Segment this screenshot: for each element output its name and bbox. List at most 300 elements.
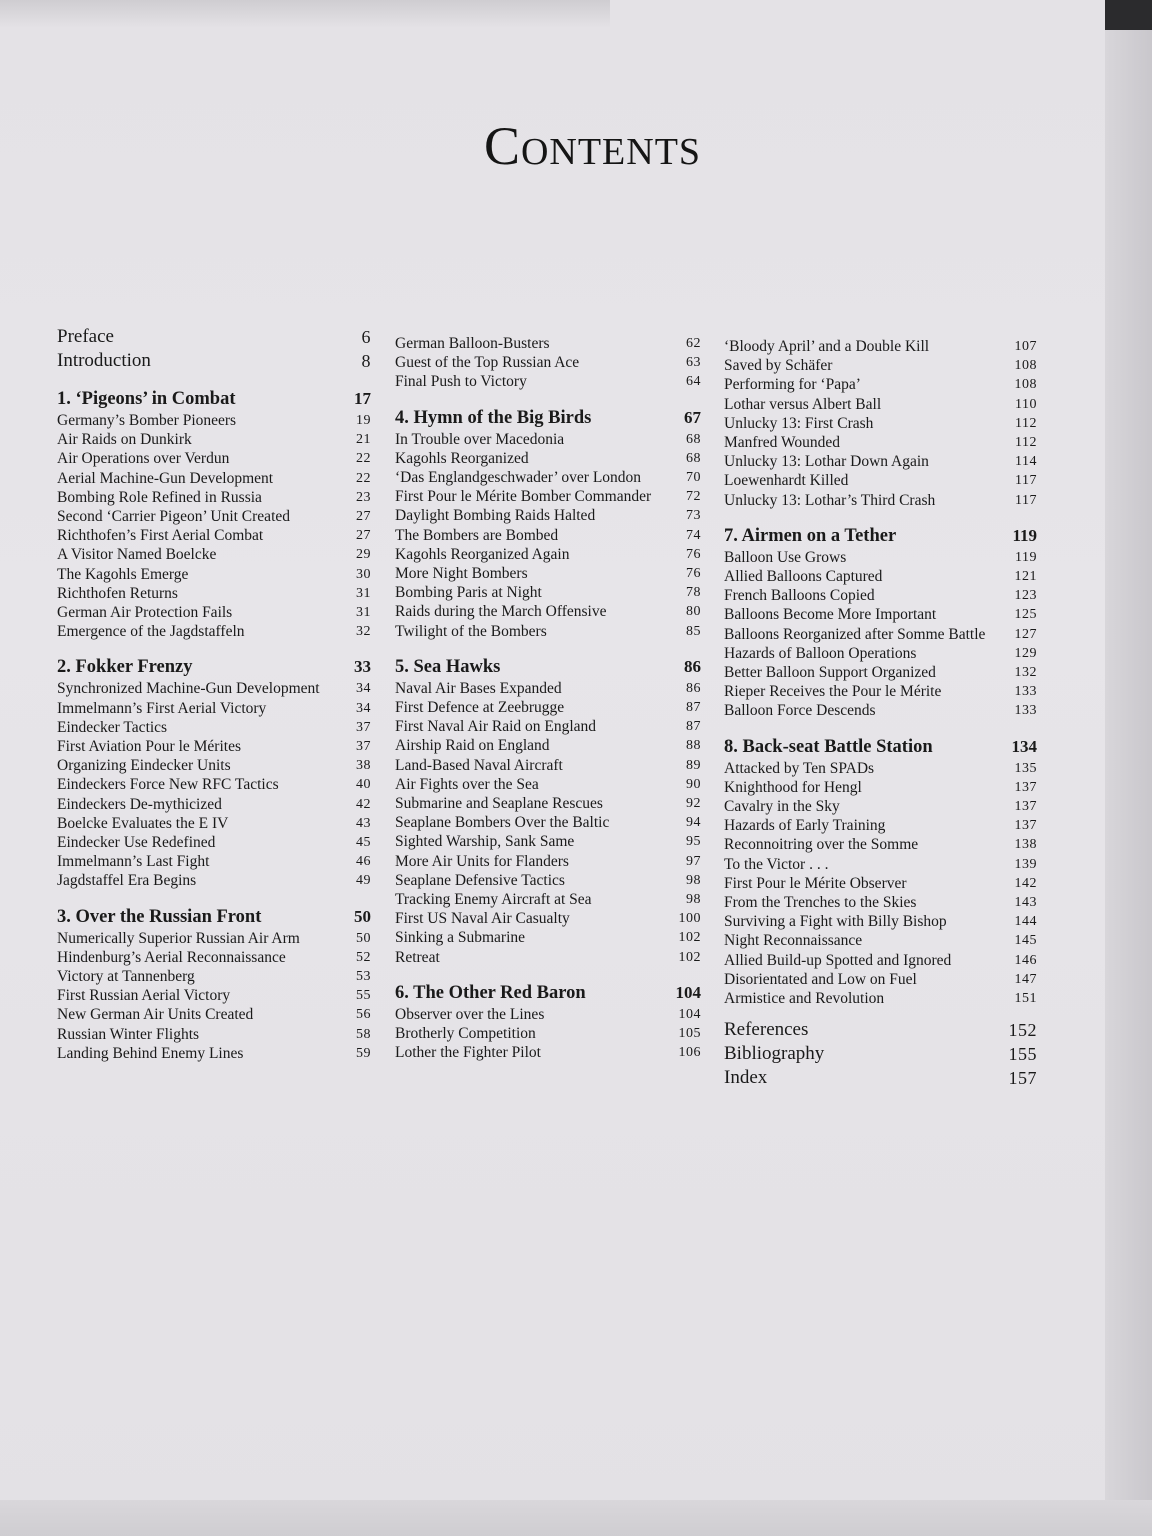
toc-page-number: 67 <box>684 407 701 427</box>
toc-page-number: 144 <box>1014 914 1037 930</box>
toc-entry <box>57 679 371 698</box>
toc-entry <box>57 871 371 890</box>
toc-entry <box>724 912 1037 931</box>
toc-page-number: 92 <box>686 796 701 812</box>
toc-entry-title: Brotherly Competition <box>395 1025 536 1043</box>
toc-column-2 <box>395 334 701 1063</box>
toc-entry-title: Twilight of the Bombers <box>395 622 547 640</box>
toc-page-number: 27 <box>356 509 371 525</box>
toc-page-number: 87 <box>686 719 701 735</box>
toc-page-number: 142 <box>1014 875 1037 891</box>
toc-page-number: 107 <box>1014 339 1037 354</box>
toc-entry-title: Seaplane Bombers Over the Baltic <box>395 814 610 832</box>
toc-chapter-heading <box>395 406 701 430</box>
toc-page-number: 121 <box>1014 569 1037 585</box>
toc-entry <box>724 452 1037 471</box>
toc-page-number: 19 <box>356 413 371 428</box>
toc-entry <box>395 813 701 832</box>
toc-entry-title: Unlucky 13: Lothar Down Again <box>724 453 929 471</box>
toc-entry-title: Raids during the March Offensive <box>395 603 607 621</box>
toc-page-number: 85 <box>686 623 701 639</box>
toc-entry-title: Emergence of the Jagdstaffeln <box>57 623 245 641</box>
toc-entry <box>395 1024 701 1043</box>
toc-entry-title: ‘Das Englandgeschwader’ over London <box>395 469 642 487</box>
toc-entry-title: First Aviation Pour le Mérites <box>57 738 241 756</box>
toc-page-number: 17 <box>354 389 371 408</box>
toc-page-number: 22 <box>356 470 371 486</box>
toc-entry-title: More Air Units for Flanders <box>395 852 569 870</box>
toc-entry-title: Tracking Enemy Aircraft at Sea <box>395 891 592 909</box>
toc-page-number: 37 <box>356 739 371 755</box>
toc-entry-title: Bombing Role Refined in Russia <box>57 488 262 506</box>
toc-entry-title: Immelmann’s First Aerial Victory <box>57 699 267 717</box>
toc-entry <box>395 372 701 391</box>
toc-entry-title: Air Operations over Verdun <box>57 450 230 468</box>
toc-entry <box>395 468 701 487</box>
toc-entry <box>724 548 1037 567</box>
toc-page-number: 40 <box>356 777 371 793</box>
toc-page-number: 108 <box>1014 358 1037 374</box>
toc-entry <box>395 622 701 641</box>
toc-entry-title: Guest of the Top Russian Ace <box>395 354 580 372</box>
toc-entry-title: Second ‘Carrier Pigeon’ Unit Created <box>57 508 290 526</box>
toc-page-number: 68 <box>686 450 701 466</box>
toc-chapter-heading <box>57 905 371 929</box>
toc-page-number: 63 <box>686 355 701 371</box>
toc-entry-title: Performing for ‘Papa’ <box>724 376 861 394</box>
page-title: Contents <box>483 116 702 176</box>
toc-page-number: 147 <box>1014 971 1037 987</box>
toc-entry <box>395 1005 701 1024</box>
toc-entry <box>57 1025 371 1044</box>
toc-page-number: 117 <box>1015 492 1037 508</box>
toc-entry <box>395 583 701 602</box>
toc-section-entry <box>724 1018 1037 1042</box>
toc-page-number: 45 <box>356 835 371 851</box>
toc-entry <box>395 526 701 545</box>
toc-page-number: 53 <box>356 969 371 985</box>
toc-page-number: 98 <box>686 872 701 888</box>
toc-entry <box>724 989 1037 1008</box>
toc-entry <box>395 736 701 755</box>
toc-entry <box>395 890 701 909</box>
toc-page-number: 138 <box>1014 837 1037 853</box>
toc-entry-title: Balloons Reorganized after Somme Battle <box>724 625 986 643</box>
toc-entry <box>395 602 701 621</box>
toc-entry-title: Boelcke Evaluates the E IV <box>57 814 229 832</box>
toc-entry-title: New German Air Units Created <box>57 1006 254 1024</box>
toc-entry-title: First US Naval Air Casualty <box>395 910 570 928</box>
toc-entry-title: First Defence at Zeebrugge <box>395 699 565 717</box>
toc-page-number: 55 <box>356 988 371 1004</box>
toc-entry <box>57 833 371 852</box>
toc-page-number: 117 <box>1015 473 1037 489</box>
toc-entry-title: Numerically Superior Russian Air Arm <box>57 929 300 947</box>
toc-page-number: 132 <box>1014 665 1037 681</box>
toc-page-number: 30 <box>356 566 371 582</box>
toc-section-entry <box>57 349 371 373</box>
toc-entry <box>395 775 701 794</box>
toc-entry-title: Introduction <box>57 350 151 371</box>
toc-entry <box>57 545 371 564</box>
toc-entry-title: From the Trenches to the Skies <box>724 894 917 912</box>
toc-entry-title: ‘Bloody April’ and a Double Kill <box>724 338 930 355</box>
toc-entry <box>57 775 371 794</box>
toc-entry <box>395 449 701 468</box>
toc-entry-title: Bibliography <box>724 1043 825 1065</box>
toc-entry-title: To the Victor . . . <box>724 855 829 873</box>
toc-page-number: 143 <box>1014 895 1037 911</box>
toc-chapter-heading <box>724 735 1037 759</box>
toc-page-number: 33 <box>354 657 371 677</box>
toc-entry-title: A Visitor Named Boelcke <box>57 546 217 564</box>
toc-page-number: 112 <box>1015 435 1037 451</box>
toc-entry-title: 7. Airmen on a Tether <box>724 525 897 546</box>
toc-page-number: 86 <box>684 656 701 676</box>
toc-entry-title: 6. The Other Red Baron <box>395 982 586 1003</box>
toc-page-number: 73 <box>686 508 701 524</box>
toc-page-number: 76 <box>686 546 701 562</box>
toc-entry-title: The Kagohls Emerge <box>57 565 189 583</box>
toc-entry-title: Kagohls Reorganized Again <box>395 545 570 563</box>
toc-page-number: 90 <box>686 776 701 792</box>
toc-page-number: 37 <box>356 719 371 735</box>
toc-page-number: 105 <box>678 1026 701 1042</box>
toc-entry <box>57 718 371 737</box>
toc-page-number: 104 <box>678 1006 701 1022</box>
toc-page-number: 72 <box>686 489 701 505</box>
toc-entry-title: First Naval Air Raid on England <box>395 718 597 736</box>
toc-entry-title: Landing Behind Enemy Lines <box>57 1044 244 1062</box>
toc-entry-title: First Pour le Mérite Observer <box>724 874 907 892</box>
toc-entry <box>57 603 371 622</box>
toc-entry <box>395 487 701 506</box>
toc-entry-title: Eindecker Tactics <box>57 718 168 736</box>
toc-entry <box>57 449 371 468</box>
toc-entry <box>724 567 1037 586</box>
toc-entry-title: Lother the Fighter Pilot <box>395 1044 541 1062</box>
toc-entry <box>724 855 1037 874</box>
toc-entry <box>57 1005 371 1024</box>
toc-entry-title: Jagdstaffel Era Begins <box>57 872 197 890</box>
toc-entry-title: Cavalry in the Sky <box>724 798 840 816</box>
toc-entry <box>724 605 1037 624</box>
toc-entry <box>724 471 1037 490</box>
toc-entry-title: The Bombers are Bombed <box>395 526 559 544</box>
toc-entry-title: Seaplane Defensive Tactics <box>395 871 565 889</box>
toc-entry <box>57 737 371 756</box>
toc-entry <box>57 488 371 507</box>
toc-page-number: 31 <box>356 585 371 601</box>
toc-entry <box>57 411 371 430</box>
toc-page-number: 133 <box>1014 684 1037 700</box>
toc-entry <box>395 832 701 851</box>
toc-entry <box>724 356 1037 375</box>
toc-page-number: 102 <box>678 930 701 946</box>
toc-page-number: 151 <box>1014 991 1037 1007</box>
toc-chapter-heading <box>57 655 371 679</box>
toc-entry-title: First Pour le Mérite Bomber Commander <box>395 488 652 506</box>
toc-entry <box>724 701 1037 720</box>
toc-entry-title: 1. ‘Pigeons’ in Combat <box>57 389 236 409</box>
toc-entry-title: More Night Bombers <box>395 565 528 583</box>
toc-page-number: 145 <box>1014 933 1037 949</box>
toc-entry-title: German Balloon-Busters <box>395 335 550 352</box>
toc-page-number: 152 <box>1008 1020 1037 1041</box>
toc-page-number: 21 <box>356 432 371 448</box>
toc-page-number: 97 <box>686 853 701 869</box>
toc-page-number: 108 <box>1014 377 1037 393</box>
toc-entry <box>395 430 701 449</box>
toc-chapter-heading <box>395 655 701 679</box>
toc-page-number: 139 <box>1014 856 1037 872</box>
toc-entry-title: Saved by Schäfer <box>724 357 833 375</box>
toc-entry <box>395 909 701 928</box>
toc-entry-title: Attacked by Ten SPADs <box>724 759 875 777</box>
toc-entry-title: Loewenhardt Killed <box>724 472 849 490</box>
toc-page-number: 31 <box>356 605 371 621</box>
toc-page-number: 38 <box>356 758 371 774</box>
toc-chapter-heading <box>724 524 1037 548</box>
toc-entry <box>724 931 1037 950</box>
toc-entry-title: Naval Air Bases Expanded <box>395 679 562 697</box>
toc-chapter-heading <box>395 981 701 1005</box>
toc-page-number: 112 <box>1015 415 1037 431</box>
toc-entry <box>57 1044 371 1063</box>
toc-entry <box>724 625 1037 644</box>
toc-entry <box>57 986 371 1005</box>
toc-page-number: 76 <box>686 566 701 582</box>
toc-page-number: 8 <box>361 351 371 371</box>
toc-entry <box>724 433 1037 452</box>
page-edge-bottom <box>0 1500 1152 1536</box>
toc-entry-title: Knighthood for Hengl <box>724 778 862 796</box>
toc-page-number: 157 <box>1008 1068 1037 1089</box>
toc-page-number: 78 <box>686 585 701 601</box>
toc-page-number: 129 <box>1014 645 1037 661</box>
toc-page-number: 110 <box>1015 396 1037 412</box>
page-edge-right <box>1105 30 1152 1520</box>
toc-entry <box>57 565 371 584</box>
toc-entry-title: Observer over the Lines <box>395 1005 545 1023</box>
toc-entry-title: Victory at Tannenberg <box>57 968 195 986</box>
toc-page-number: 127 <box>1014 626 1037 642</box>
toc-entry <box>57 430 371 449</box>
toc-spacer <box>724 1008 1037 1018</box>
toc-page-number: 34 <box>356 700 371 716</box>
toc-entry <box>724 816 1037 835</box>
toc-entry-title: Balloon Use Grows <box>724 548 847 566</box>
toc-page-number: 98 <box>686 892 701 908</box>
toc-entry-title: Allied Build-up Spotted and Ignored <box>724 951 952 969</box>
toc-page-number: 52 <box>356 949 371 965</box>
toc-entry <box>724 835 1037 854</box>
toc-page-number: 62 <box>686 336 701 351</box>
toc-entry <box>724 682 1037 701</box>
toc-entry-title: Immelmann’s Last Fight <box>57 853 210 871</box>
toc-entry-title: Eindecker Use Redefined <box>57 834 216 852</box>
toc-entry-title: 2. Fokker Frenzy <box>57 657 193 678</box>
toc-page-number: 95 <box>686 834 701 850</box>
toc-entry <box>57 967 371 986</box>
toc-page-number: 135 <box>1014 760 1037 776</box>
toc-page-number: 50 <box>356 930 371 946</box>
toc-entry <box>724 951 1037 970</box>
toc-page-number: 86 <box>686 680 701 696</box>
toc-page-number: 34 <box>356 681 371 697</box>
toc-entry <box>395 679 701 698</box>
toc-page-number: 137 <box>1014 779 1037 795</box>
toc-entry <box>724 414 1037 433</box>
toc-entry <box>395 717 701 736</box>
toc-entry-title: Disorientated and Low on Fuel <box>724 970 917 988</box>
toc-entry-title: Daylight Bombing Raids Halted <box>395 507 596 525</box>
toc-entry-title: Armistice and Revolution <box>724 990 885 1008</box>
toc-entry <box>395 506 701 525</box>
toc-page-number: 56 <box>356 1007 371 1023</box>
toc-entry <box>724 395 1037 414</box>
toc-page-number: 133 <box>1014 703 1037 719</box>
toc-page-number: 125 <box>1014 607 1037 623</box>
toc-entry-title: First Russian Aerial Victory <box>57 987 231 1005</box>
toc-page-number: 119 <box>1012 525 1037 545</box>
toc-entry <box>395 334 701 353</box>
toc-entry <box>724 893 1037 912</box>
toc-entry <box>724 375 1037 394</box>
toc-entry-title: Bombing Paris at Night <box>395 584 542 602</box>
toc-entry-title: Hazards of Balloon Operations <box>724 644 917 662</box>
toc-entry <box>57 469 371 488</box>
toc-entry <box>57 814 371 833</box>
toc-section-entry <box>724 1042 1037 1066</box>
toc-entry <box>724 586 1037 605</box>
toc-entry-title: Submarine and Seaplane Rescues <box>395 795 603 813</box>
toc-page-number: 23 <box>356 489 371 505</box>
toc-entry <box>395 1043 701 1062</box>
toc-entry <box>724 759 1037 778</box>
toc-page-number: 6 <box>361 327 371 347</box>
toc-entry-title: In Trouble over Macedonia <box>395 430 565 448</box>
toc-entry <box>57 756 371 775</box>
toc-page-number: 22 <box>356 451 371 467</box>
toc-entry <box>57 622 371 641</box>
toc-entry-title: Aerial Machine-Gun Development <box>57 469 274 487</box>
toc-entry <box>57 699 371 718</box>
toc-entry-title: 4. Hymn of the Big Birds <box>395 407 592 428</box>
page-top-shadow <box>0 0 610 28</box>
toc-entry-title: Organizing Eindecker Units <box>57 757 231 775</box>
toc-page-number: 137 <box>1014 818 1037 834</box>
toc-entry-title: Hazards of Early Training <box>724 817 886 835</box>
toc-entry-title: Russian Winter Flights <box>57 1025 200 1043</box>
toc-page-number: 87 <box>686 700 701 716</box>
toc-entry-title: Kagohls Reorganized <box>395 449 529 467</box>
toc-entry-title: Unlucky 13: Lothar’s Third Crash <box>724 491 936 509</box>
toc-entry-title: Manfred Wounded <box>724 434 840 452</box>
toc-entry-title: Air Raids on Dunkirk <box>57 431 192 449</box>
toc-entry <box>57 795 371 814</box>
toc-page-number: 88 <box>686 738 701 754</box>
toc-entry-title: Sighted Warship, Sank Same <box>395 833 575 851</box>
toc-page-number: 80 <box>686 604 701 620</box>
toc-page-number: 59 <box>356 1045 371 1061</box>
toc-page-number: 70 <box>686 470 701 486</box>
toc-entry <box>57 584 371 603</box>
toc-page-number: 68 <box>686 431 701 447</box>
toc-page-number: 106 <box>678 1045 701 1061</box>
toc-page-number: 104 <box>675 982 701 1002</box>
toc-entry <box>395 698 701 717</box>
toc-entry <box>57 948 371 967</box>
toc-entry-title: Unlucky 13: First Crash <box>724 414 874 432</box>
toc-entry <box>395 928 701 947</box>
toc-page-number: 43 <box>356 815 371 831</box>
toc-page-number: 123 <box>1014 588 1037 604</box>
toc-page-number: 27 <box>356 528 371 544</box>
toc-page-number: 119 <box>1015 549 1037 565</box>
toc-entry <box>395 353 701 372</box>
toc-entry-title: Balloon Force Descends <box>724 702 876 720</box>
toc-entry <box>395 756 701 775</box>
toc-entry-title: Richthofen Returns <box>57 584 178 602</box>
toc-entry-title: Better Balloon Support Organized <box>724 664 936 682</box>
toc-entry-title: Allied Balloons Captured <box>724 568 883 586</box>
toc-chapter-heading <box>57 387 371 411</box>
toc-page-number: 94 <box>686 815 701 831</box>
toc-entry <box>395 564 701 583</box>
toc-entry-title: 5. Sea Hawks <box>395 656 501 677</box>
toc-entry-title: Retreat <box>395 948 440 966</box>
toc-entry-title: Final Push to Victory <box>395 373 527 391</box>
toc-page-number: 74 <box>686 527 701 543</box>
toc-entry <box>57 507 371 526</box>
toc-entry-title: Rieper Receives the Pour le Mérite <box>724 683 942 701</box>
toc-page-number: 134 <box>1011 736 1037 756</box>
toc-page-number: 29 <box>356 547 371 563</box>
toc-section-entry <box>724 1066 1037 1090</box>
toc-entry <box>395 948 701 967</box>
toc-entry-title: 3. Over the Russian Front <box>57 906 262 927</box>
toc-entry-title: Land-Based Naval Aircraft <box>395 756 563 774</box>
toc-entry-title: Airship Raid on England <box>395 737 550 755</box>
toc-entry-title: Richthofen’s First Aerial Combat <box>57 527 264 545</box>
toc-entry-title: Index <box>724 1067 768 1089</box>
toc-page-number: 102 <box>678 949 701 965</box>
toc-entry-title: Sinking a Submarine <box>395 929 526 947</box>
toc-entry <box>57 929 371 948</box>
toc-entry <box>724 663 1037 682</box>
toc-page-number: 42 <box>356 796 371 812</box>
toc-column-3 <box>724 337 1037 1090</box>
toc-entry <box>395 794 701 813</box>
toc-entry <box>395 545 701 564</box>
toc-entry-title: French Balloons Copied <box>724 587 875 605</box>
toc-entry-title: References <box>724 1019 809 1041</box>
toc-entry <box>724 491 1037 510</box>
toc-entry-title: German Air Protection Fails <box>57 604 233 622</box>
toc-entry-title: Night Reconnaissance <box>724 932 863 950</box>
toc-entry <box>724 797 1037 816</box>
toc-page-number: 155 <box>1008 1044 1037 1065</box>
toc-entry <box>57 526 371 545</box>
toc-column-1 <box>57 325 371 1063</box>
toc-page-number: 146 <box>1014 952 1037 968</box>
toc-entry <box>57 852 371 871</box>
toc-section-entry <box>57 325 371 349</box>
toc-entry-title: Germany’s Bomber Pioneers <box>57 412 237 429</box>
toc-entry-title: Synchronized Machine-Gun Development <box>57 680 320 698</box>
toc-page-number: 46 <box>356 854 371 870</box>
